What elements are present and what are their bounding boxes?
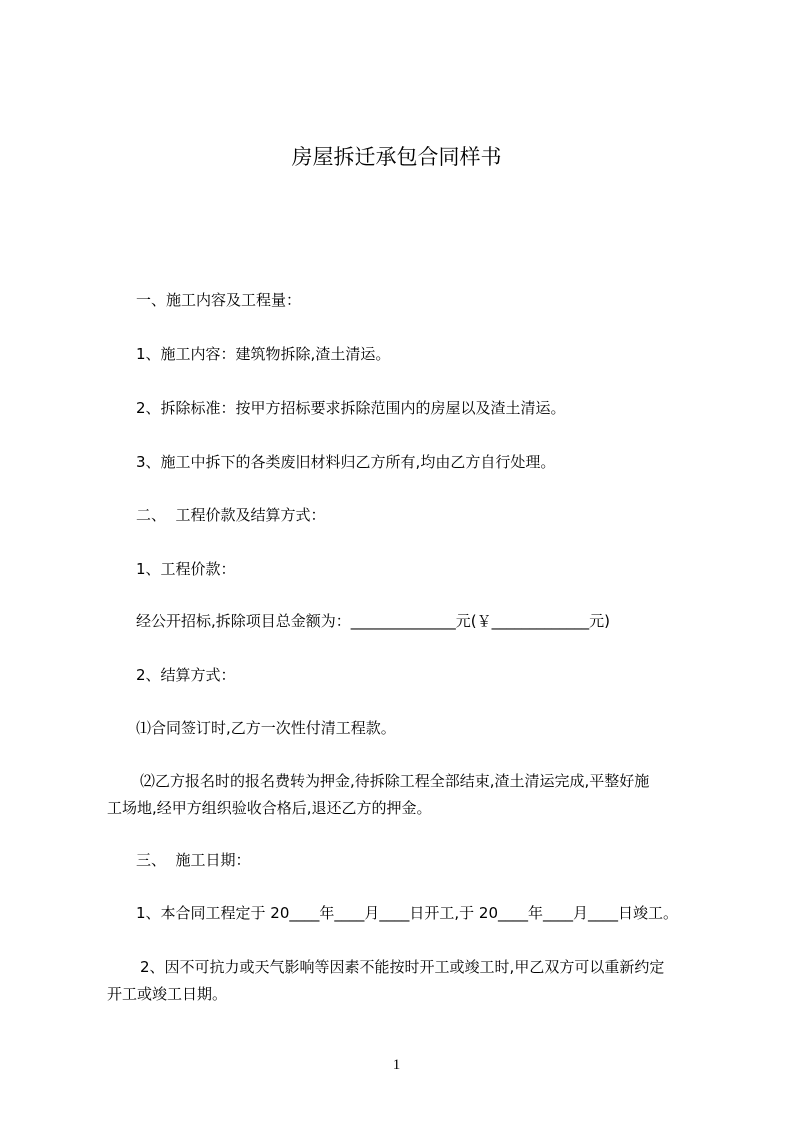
section1-item: 2、拆除标准：按甲方招标要求拆除范围内的房屋以及渣土清运。 <box>136 399 566 417</box>
section1-item: 1、施工内容：建筑物拆除,渣土清运。 <box>136 345 391 363</box>
settlement-item: ⑴合同签订时,乙方一次性付清工程款。 <box>136 719 396 737</box>
section1-item: 3、施工中拆下的各类废旧材料归乙方所有,均由乙方自行处理。 <box>136 453 556 471</box>
section3-heading: 三、 施工日期： <box>136 851 251 869</box>
settlement-item-line: ⑵乙方报名时的报名费转为押金,待拆除工程全部结束,渣土清运完成,平整好施 <box>140 772 650 790</box>
settlement-item-line: 工场地,经甲方组织验收合格后,退还乙方的押金。 <box>107 799 432 817</box>
schedule-item-line: 2、因不可抗力或天气影响等因素不能按时开工或竣工时,甲乙双方可以重新约定 <box>140 958 665 976</box>
section2-heading: 二、 工程价款及结算方式： <box>136 506 326 524</box>
schedule-item: 1、本合同工程定于 20____年____月____日开工,于 20____年____月____日竣工。 <box>136 904 679 922</box>
price-label: 1、工程价款： <box>136 560 236 578</box>
price-amount-text: 经公开招标,拆除项目总金额为：______________元(￥_____________元) <box>136 612 610 630</box>
settlement-label: 2、结算方式： <box>136 666 236 684</box>
page-number: 1 <box>392 1057 401 1073</box>
schedule-item-line: 开工或竣工日期。 <box>107 985 228 1003</box>
document-title: 房屋拆迁承包合同样书 <box>291 145 502 169</box>
section1-heading: 一、施工内容及工程量： <box>136 291 302 309</box>
